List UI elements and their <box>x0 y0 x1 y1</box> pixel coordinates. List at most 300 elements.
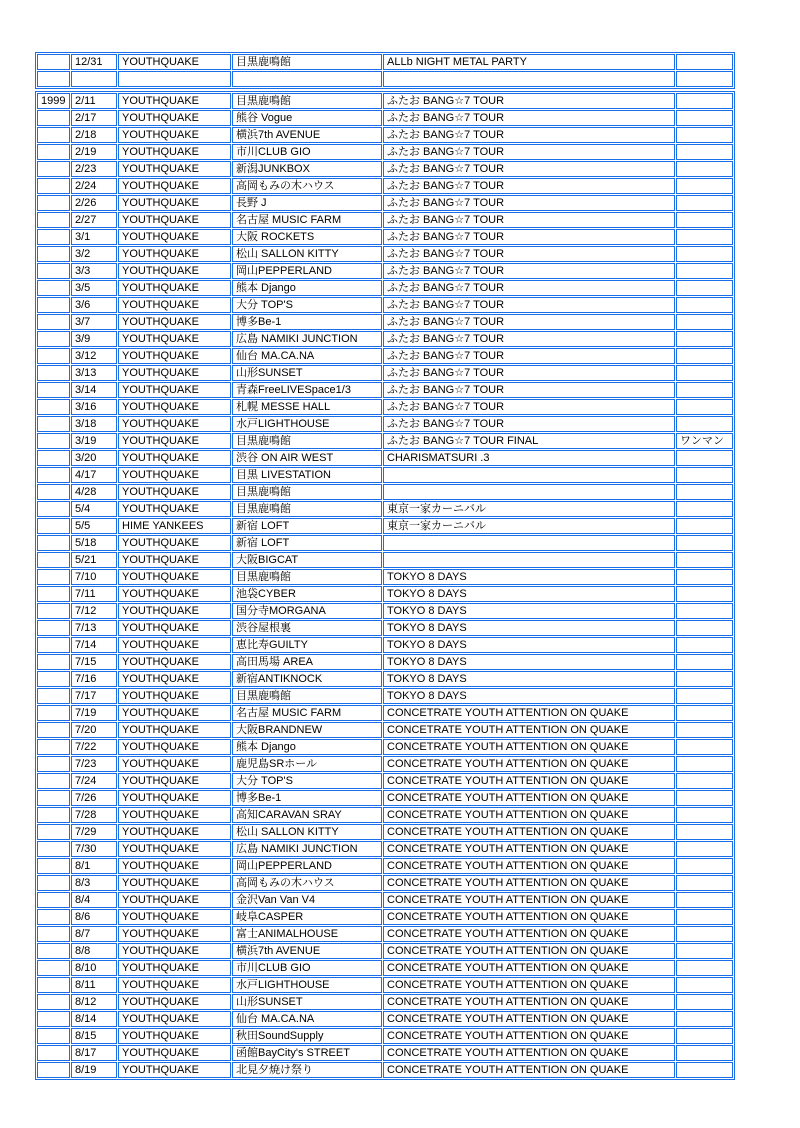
table-row <box>37 943 733 959</box>
cell-venue: 熊本 Django <box>232 280 382 296</box>
cell-date: 5/5 <box>71 518 117 534</box>
table-row <box>37 518 733 534</box>
cell-tour: CONCETRATE YOUTH ATTENTION ON QUAKE <box>383 722 675 738</box>
cell-note <box>676 161 733 177</box>
cell-venue: 北見夕焼け祭り <box>232 1062 382 1078</box>
cell-year <box>37 926 70 942</box>
cell-date: 3/16 <box>71 399 117 415</box>
cell-venue: 岐阜CASPER <box>232 909 382 925</box>
cell-note <box>676 416 733 432</box>
table-row <box>37 926 733 942</box>
table-row <box>37 1045 733 1061</box>
cell-date: 8/12 <box>71 994 117 1010</box>
table-row <box>37 433 733 449</box>
cell-date: 7/20 <box>71 722 117 738</box>
cell-tour: ふたお BANG☆7 TOUR <box>383 280 675 296</box>
cell-year <box>37 1028 70 1044</box>
table-row <box>37 297 733 313</box>
cell-note <box>676 552 733 568</box>
cell-date: 7/14 <box>71 637 117 653</box>
cell-band: YOUTHQUAKE <box>118 178 231 194</box>
table-row <box>37 110 733 126</box>
cell-tour: 東京一家カーニバル <box>383 501 675 517</box>
cell-year <box>37 161 70 177</box>
cell-band: YOUTHQUAKE <box>118 93 231 109</box>
cell-tour <box>383 484 675 500</box>
cell-tour: 東京一家カーニバル <box>383 518 675 534</box>
cell-date: 8/17 <box>71 1045 117 1061</box>
table-row <box>37 212 733 228</box>
cell-date: 8/8 <box>71 943 117 959</box>
cell-tour: CONCETRATE YOUTH ATTENTION ON QUAKE <box>383 909 675 925</box>
cell-date: 3/18 <box>71 416 117 432</box>
cell-venue: 鹿児島SRホール <box>232 756 382 772</box>
cell-venue: 高岡もみの木ハウス <box>232 875 382 891</box>
cell-note <box>676 909 733 925</box>
cell-note <box>676 144 733 160</box>
cell-tour: ふたお BANG☆7 TOUR <box>383 331 675 347</box>
cell-date: 3/14 <box>71 382 117 398</box>
cell-year <box>37 586 70 602</box>
cell-venue: 大阪 ROCKETS <box>232 229 382 245</box>
cell-tour: CONCETRATE YOUTH ATTENTION ON QUAKE <box>383 892 675 908</box>
cell-date: 2/11 <box>71 93 117 109</box>
cell-venue: 高田馬場 AREA <box>232 654 382 670</box>
cell-date: 7/22 <box>71 739 117 755</box>
cell-band: YOUTHQUAKE <box>118 399 231 415</box>
cell-band: YOUTHQUAKE <box>118 603 231 619</box>
cell-tour-line2 <box>387 1008 671 1009</box>
cell-date: 2/18 <box>71 127 117 143</box>
table-row <box>37 960 733 976</box>
cell-tour: CONCETRATE YOUTH ATTENTION ON QUAKE <box>383 926 675 942</box>
cell-note <box>676 773 733 789</box>
cell-date: 7/29 <box>71 824 117 840</box>
cell-year <box>37 909 70 925</box>
cell-venue: 岡山PEPPERLAND <box>232 858 382 874</box>
cell-date: 8/14 <box>71 1011 117 1027</box>
cell-tour: ふたお BANG☆7 TOUR <box>383 263 675 279</box>
cell-venue: 恵比寿GUILTY <box>232 637 382 653</box>
cell-venue: 新宿 LOFT <box>232 518 382 534</box>
cell-band: YOUTHQUAKE <box>118 943 231 959</box>
cell-tour: CHARISMATSURI .3 <box>383 450 675 466</box>
cell-tour: ふたお BANG☆7 TOUR <box>383 314 675 330</box>
cell-date: 7/16 <box>71 671 117 687</box>
cell-band: YOUTHQUAKE <box>118 654 231 670</box>
cell-date: 8/1 <box>71 858 117 874</box>
cell-venue: 秋田SoundSupply <box>232 1028 382 1044</box>
cell-venue: 市川CLUB GIO <box>232 144 382 160</box>
cell-venue: 新宿ANTIKNOCK <box>232 671 382 687</box>
cell-date: 8/10 <box>71 960 117 976</box>
cell-band: YOUTHQUAKE <box>118 110 231 126</box>
cell-tour-line2 <box>387 1042 671 1043</box>
cell-tour: ふたお BANG☆7 TOUR <box>383 127 675 143</box>
cell-tour-line2 <box>387 940 671 941</box>
cell-note <box>676 892 733 908</box>
cell-venue: 大分 TOP'S <box>232 297 382 313</box>
cell-date: 8/19 <box>71 1062 117 1078</box>
cell-venue: 渋谷屋根裏 <box>232 620 382 636</box>
cell-tour-line2 <box>387 719 671 720</box>
table-row <box>37 1062 733 1078</box>
table-row <box>37 71 733 87</box>
cell-band: YOUTHQUAKE <box>118 1028 231 1044</box>
cell-note <box>676 365 733 381</box>
cell-date: 7/23 <box>71 756 117 772</box>
table-row <box>37 246 733 262</box>
cell-tour: CONCETRATE YOUTH ATTENTION ON QUAKE <box>383 773 675 789</box>
cell-band: YOUTHQUAKE <box>118 875 231 891</box>
cell-band: YOUTHQUAKE <box>118 331 231 347</box>
table-row <box>37 144 733 160</box>
cell-band: YOUTHQUAKE <box>118 790 231 806</box>
cell-note <box>676 586 733 602</box>
cell-tour: CONCETRATE YOUTH ATTENTION ON QUAKE <box>383 1045 675 1061</box>
table-row <box>37 620 733 636</box>
cell-venue: 水戸LIGHTHOUSE <box>232 977 382 993</box>
cell-tour: TOKYO 8 DAYS <box>383 586 675 602</box>
cell-tour-line2 <box>387 1059 671 1060</box>
cell-date: 2/19 <box>71 144 117 160</box>
cell-note <box>676 637 733 653</box>
table-row <box>37 858 733 874</box>
cell-year <box>37 824 70 840</box>
cell-year <box>37 229 70 245</box>
cell-tour-line2 <box>387 804 671 805</box>
cell-year <box>37 280 70 296</box>
cell-band: YOUTHQUAKE <box>118 416 231 432</box>
cell-venue: 国分寺MORGANA <box>232 603 382 619</box>
cell-note <box>676 705 733 721</box>
table-row <box>37 535 733 551</box>
cell-date: 7/15 <box>71 654 117 670</box>
cell-venue: 市川CLUB GIO <box>232 960 382 976</box>
cell-venue: 広島 NAMIKI JUNCTION <box>232 331 382 347</box>
cell-year <box>37 331 70 347</box>
cell-tour: ふたお BANG☆7 TOUR <box>383 212 675 228</box>
cell-tour: TOKYO 8 DAYS <box>383 637 675 653</box>
cell-tour-line2 <box>387 889 671 890</box>
cell-note <box>676 297 733 313</box>
cell-band: YOUTHQUAKE <box>118 841 231 857</box>
cell-note <box>676 994 733 1010</box>
cell-year <box>37 790 70 806</box>
cell-year <box>37 892 70 908</box>
cell-tour: ふたお BANG☆7 TOUR <box>383 178 675 194</box>
cell-band: YOUTHQUAKE <box>118 348 231 364</box>
cell-note <box>676 654 733 670</box>
cell-band: YOUTHQUAKE <box>118 280 231 296</box>
cell-tour: CONCETRATE YOUTH ATTENTION ON QUAKE <box>383 943 675 959</box>
cell-band: YOUTHQUAKE <box>118 858 231 874</box>
cell-band: YOUTHQUAKE <box>118 909 231 925</box>
cell-band: YOUTHQUAKE <box>118 892 231 908</box>
cell-venue: 岡山PEPPERLAND <box>232 263 382 279</box>
cell-date: 2/23 <box>71 161 117 177</box>
cell-band: YOUTHQUAKE <box>118 960 231 976</box>
cell-date: 3/5 <box>71 280 117 296</box>
cell-note <box>676 93 733 109</box>
cell-venue: 名古屋 MUSIC FARM <box>232 212 382 228</box>
cell-tour <box>383 71 675 87</box>
cell-band: YOUTHQUAKE <box>118 1062 231 1078</box>
cell-tour: CONCETRATE YOUTH ATTENTION ON QUAKE <box>383 790 675 806</box>
cell-date: 7/17 <box>71 688 117 704</box>
cell-year <box>37 977 70 993</box>
cell-note <box>676 960 733 976</box>
cell-note <box>676 1011 733 1027</box>
cell-tour: ふたお BANG☆7 TOUR <box>383 144 675 160</box>
cell-venue: 横浜7th AVENUE <box>232 127 382 143</box>
cell-year <box>37 535 70 551</box>
cell-note <box>676 450 733 466</box>
cell-year <box>37 246 70 262</box>
cell-year <box>37 484 70 500</box>
cell-venue: 函館BayCity's STREET <box>232 1045 382 1061</box>
cell-date: 3/7 <box>71 314 117 330</box>
cell-date: 3/12 <box>71 348 117 364</box>
cell-year <box>37 705 70 721</box>
table-row <box>37 195 733 211</box>
cell-venue: 博多Be-1 <box>232 790 382 806</box>
cell-year <box>37 416 70 432</box>
cell-year <box>37 501 70 517</box>
cell-note <box>676 535 733 551</box>
cell-note <box>676 671 733 687</box>
cell-year <box>37 110 70 126</box>
cell-tour: CONCETRATE YOUTH ATTENTION ON QUAKE <box>383 841 675 857</box>
cell-year <box>37 348 70 364</box>
cell-venue: 大阪BRANDNEW <box>232 722 382 738</box>
table-row <box>37 416 733 432</box>
cell-date <box>71 71 117 87</box>
cell-band: YOUTHQUAKE <box>118 195 231 211</box>
cell-year <box>37 807 70 823</box>
cell-date: 7/26 <box>71 790 117 806</box>
cell-date: 5/21 <box>71 552 117 568</box>
cell-tour: ふたお BANG☆7 TOUR <box>383 229 675 245</box>
cell-band: YOUTHQUAKE <box>118 382 231 398</box>
cell-band: YOUTHQUAKE <box>118 433 231 449</box>
table-row <box>37 178 733 194</box>
cell-tour: ALLb NIGHT METAL PARTY <box>383 54 675 70</box>
table-row <box>37 603 733 619</box>
table-row <box>37 382 733 398</box>
cell-date: 7/13 <box>71 620 117 636</box>
gig-history <box>35 52 735 1080</box>
cell-date: 7/12 <box>71 603 117 619</box>
table-row <box>37 1028 733 1044</box>
table-row <box>37 824 733 840</box>
cell-date: 8/7 <box>71 926 117 942</box>
cell-band: YOUTHQUAKE <box>118 756 231 772</box>
cell-band: YOUTHQUAKE <box>118 263 231 279</box>
table-row <box>37 399 733 415</box>
cell-note <box>676 501 733 517</box>
cell-band: YOUTHQUAKE <box>118 637 231 653</box>
cell-tour-line2 <box>387 991 671 992</box>
cell-tour: CONCETRATE YOUTH ATTENTION ON QUAKE <box>383 824 675 840</box>
cell-tour: TOKYO 8 DAYS <box>383 569 675 585</box>
cell-note <box>676 263 733 279</box>
table-row <box>37 688 733 704</box>
table-row <box>37 161 733 177</box>
cell-tour <box>383 467 675 483</box>
cell-year: 1999 <box>37 93 70 109</box>
cell-date: 3/9 <box>71 331 117 347</box>
cell-note <box>676 620 733 636</box>
cell-band: YOUTHQUAKE <box>118 467 231 483</box>
cell-note <box>676 1045 733 1061</box>
cell-tour-line2 <box>387 872 671 873</box>
cell-venue: 目黒鹿鳴館 <box>232 433 382 449</box>
cell-date: 7/30 <box>71 841 117 857</box>
cell-note <box>676 246 733 262</box>
cell-year <box>37 518 70 534</box>
cell-band: YOUTHQUAKE <box>118 552 231 568</box>
cell-band: YOUTHQUAKE <box>118 229 231 245</box>
cell-band: YOUTHQUAKE <box>118 161 231 177</box>
cell-year <box>37 654 70 670</box>
cell-tour-line2 <box>387 821 671 822</box>
cell-year <box>37 263 70 279</box>
cell-year <box>37 212 70 228</box>
cell-year <box>37 71 70 87</box>
cell-tour: TOKYO 8 DAYS <box>383 603 675 619</box>
cell-band: YOUTHQUAKE <box>118 54 231 70</box>
cell-band <box>118 71 231 87</box>
cell-venue: 横浜7th AVENUE <box>232 943 382 959</box>
table-row <box>37 739 733 755</box>
cell-venue: 大阪BIGCAT <box>232 552 382 568</box>
cell-venue: 広島 NAMIKI JUNCTION <box>232 841 382 857</box>
cell-venue: 熊谷 Vogue <box>232 110 382 126</box>
cell-date: 3/20 <box>71 450 117 466</box>
cell-tour: ふたお BANG☆7 TOUR <box>383 297 675 313</box>
cell-venue: 名古屋 MUSIC FARM <box>232 705 382 721</box>
cell-note <box>676 280 733 296</box>
cell-band: YOUTHQUAKE <box>118 144 231 160</box>
cell-tour-line2 <box>387 838 671 839</box>
cell-year <box>37 433 70 449</box>
cell-note <box>676 943 733 959</box>
cell-note <box>676 195 733 211</box>
cell-tour: CONCETRATE YOUTH ATTENTION ON QUAKE <box>383 858 675 874</box>
cell-venue: 目黒鹿鳴館 <box>232 93 382 109</box>
cell-year <box>37 127 70 143</box>
cell-date: 4/17 <box>71 467 117 483</box>
cell-year <box>37 688 70 704</box>
table-row <box>37 569 733 585</box>
cell-band: YOUTHQUAKE <box>118 824 231 840</box>
cell-note <box>676 722 733 738</box>
cell-date: 3/6 <box>71 297 117 313</box>
cell-date: 12/31 <box>71 54 117 70</box>
cell-year <box>37 195 70 211</box>
table-row <box>37 331 733 347</box>
cell-venue: 仙台 MA.CA.NA <box>232 348 382 364</box>
table-row <box>37 348 733 364</box>
cell-venue: 博多Be-1 <box>232 314 382 330</box>
table-row <box>37 484 733 500</box>
cell-band: HIME YANKEES <box>118 518 231 534</box>
cell-year <box>37 54 70 70</box>
cell-note <box>676 841 733 857</box>
cell-note <box>676 1028 733 1044</box>
cell-tour: CONCETRATE YOUTH ATTENTION ON QUAKE <box>383 960 675 976</box>
cell-date: 7/10 <box>71 569 117 585</box>
cell-year <box>37 620 70 636</box>
cell-tour-line2 <box>387 974 671 975</box>
cell-venue: 松山 SALLON KITTY <box>232 824 382 840</box>
table-row <box>37 552 733 568</box>
cell-year <box>37 875 70 891</box>
cell-band: YOUTHQUAKE <box>118 365 231 381</box>
cell-tour <box>383 535 675 551</box>
cell-year <box>37 467 70 483</box>
cell-band: YOUTHQUAKE <box>118 501 231 517</box>
cell-venue: 山形SUNSET <box>232 365 382 381</box>
cell-band: YOUTHQUAKE <box>118 807 231 823</box>
table-row <box>37 467 733 483</box>
cell-band: YOUTHQUAKE <box>118 671 231 687</box>
cell-venue: 山形SUNSET <box>232 994 382 1010</box>
cell-tour: CONCETRATE YOUTH ATTENTION ON QUAKE <box>383 739 675 755</box>
table-row <box>37 586 733 602</box>
cell-band: YOUTHQUAKE <box>118 127 231 143</box>
cell-venue: 青森FreeLIVESpace1/3 <box>232 382 382 398</box>
cell-year <box>37 858 70 874</box>
cell-year <box>37 552 70 568</box>
cell-venue: 新潟JUNKBOX <box>232 161 382 177</box>
cell-year <box>37 773 70 789</box>
table-row <box>37 790 733 806</box>
cell-band: YOUTHQUAKE <box>118 773 231 789</box>
cell-year <box>37 671 70 687</box>
cell-band: YOUTHQUAKE <box>118 586 231 602</box>
cell-band: YOUTHQUAKE <box>118 994 231 1010</box>
cell-year <box>37 297 70 313</box>
cell-note <box>676 824 733 840</box>
cell-band: YOUTHQUAKE <box>118 246 231 262</box>
cell-year <box>37 450 70 466</box>
cell-note <box>676 569 733 585</box>
cell-tour-line2 <box>387 770 671 771</box>
cell-band: YOUTHQUAKE <box>118 314 231 330</box>
cell-date: 7/19 <box>71 705 117 721</box>
cell-tour: TOKYO 8 DAYS <box>383 671 675 687</box>
cell-year <box>37 178 70 194</box>
cell-note <box>676 467 733 483</box>
cell-venue: 目黒鹿鳴館 <box>232 484 382 500</box>
cell-note <box>676 1062 733 1078</box>
cell-venue: 仙台 MA.CA.NA <box>232 1011 382 1027</box>
cell-band: YOUTHQUAKE <box>118 688 231 704</box>
cell-venue: 水戸LIGHTHOUSE <box>232 416 382 432</box>
cell-band: YOUTHQUAKE <box>118 1011 231 1027</box>
cell-tour-line2 <box>387 1076 671 1077</box>
table-block-1 <box>35 52 735 89</box>
table-row <box>37 637 733 653</box>
cell-date: 5/4 <box>71 501 117 517</box>
cell-band: YOUTHQUAKE <box>118 535 231 551</box>
table-row <box>37 841 733 857</box>
cell-venue: 新宿 LOFT <box>232 535 382 551</box>
cell-date: 8/4 <box>71 892 117 908</box>
cell-tour-line2 <box>387 906 671 907</box>
